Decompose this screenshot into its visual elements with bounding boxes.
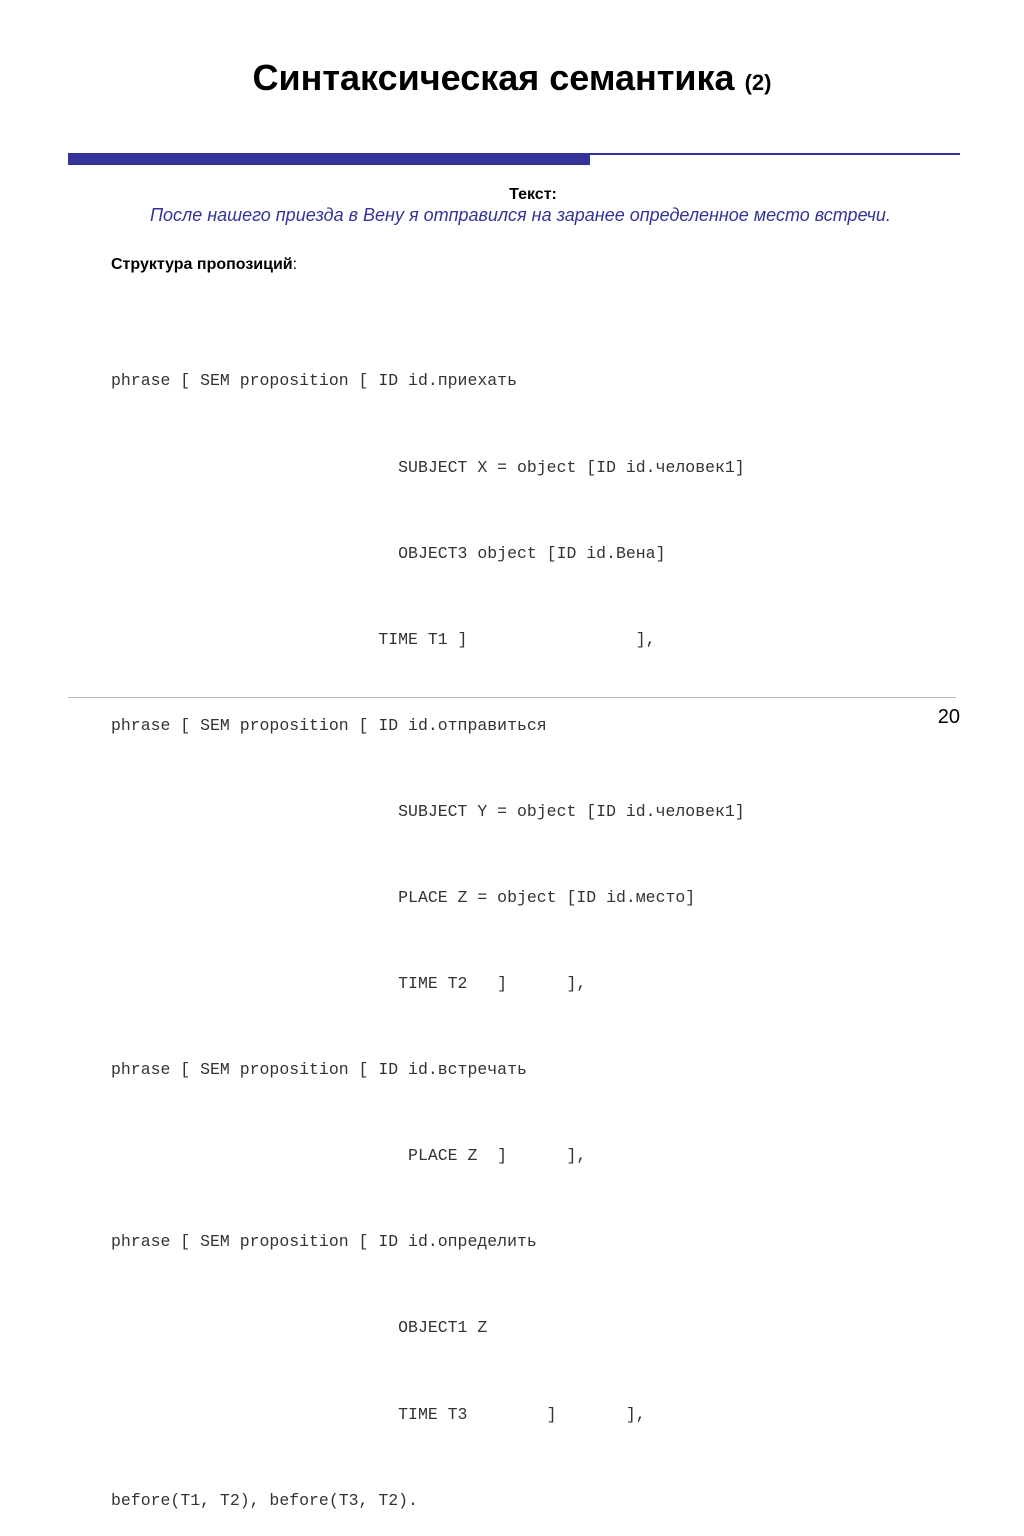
text-label: Текст:: [509, 186, 557, 203]
code-line: phrase [ SEM proposition [ ID id.встречать: [111, 1060, 527, 1080]
code-line: PLACE Z = object [ID id.место]: [111, 887, 696, 907]
code-line: phrase [ SEM proposition [ ID id.определить: [111, 1232, 537, 1252]
example-sentence: После нашего приезда в Вену я отправился на заранее определенное место встречи.: [150, 205, 891, 225]
page-number: 20: [937, 706, 960, 728]
code-line: TIME T2 ] ],: [111, 974, 587, 994]
code-line: phrase [ SEM proposition [ ID id.отправиться: [111, 715, 547, 735]
code-line: TIME T1 ] ],: [111, 629, 656, 649]
code-line: SUBJECT X = object [ID id.человек1]: [111, 457, 745, 477]
title-text: Синтаксическая семантика: [252, 57, 735, 98]
footer-divider: [68, 697, 956, 698]
proposition-code-block: [111, 310, 745, 1536]
structure-label: [111, 256, 297, 274]
code-line: before(T1, T2), before(T3, T2).: [111, 1490, 418, 1510]
code-line: TIME T3 ] ],: [111, 1404, 646, 1424]
slide-title: [0, 52, 1024, 109]
code-line: SUBJECT Y = object [ID id.человек1]: [111, 801, 745, 821]
code-line: phrase [ SEM proposition [ ID id.приехать: [111, 371, 517, 391]
title-underline-line: [590, 153, 960, 155]
code-line: OBJECT3 object [ID id.Вена]: [111, 543, 666, 563]
structure-label-colon: :: [292, 256, 298, 273]
code-line: PLACE Z ] ],: [111, 1146, 587, 1166]
title-number: (2): [744, 70, 772, 95]
structure-label-text: Структура пропозиций: [111, 256, 293, 273]
code-line: OBJECT1 Z: [111, 1318, 488, 1338]
title-underline-bar: [68, 153, 590, 165]
